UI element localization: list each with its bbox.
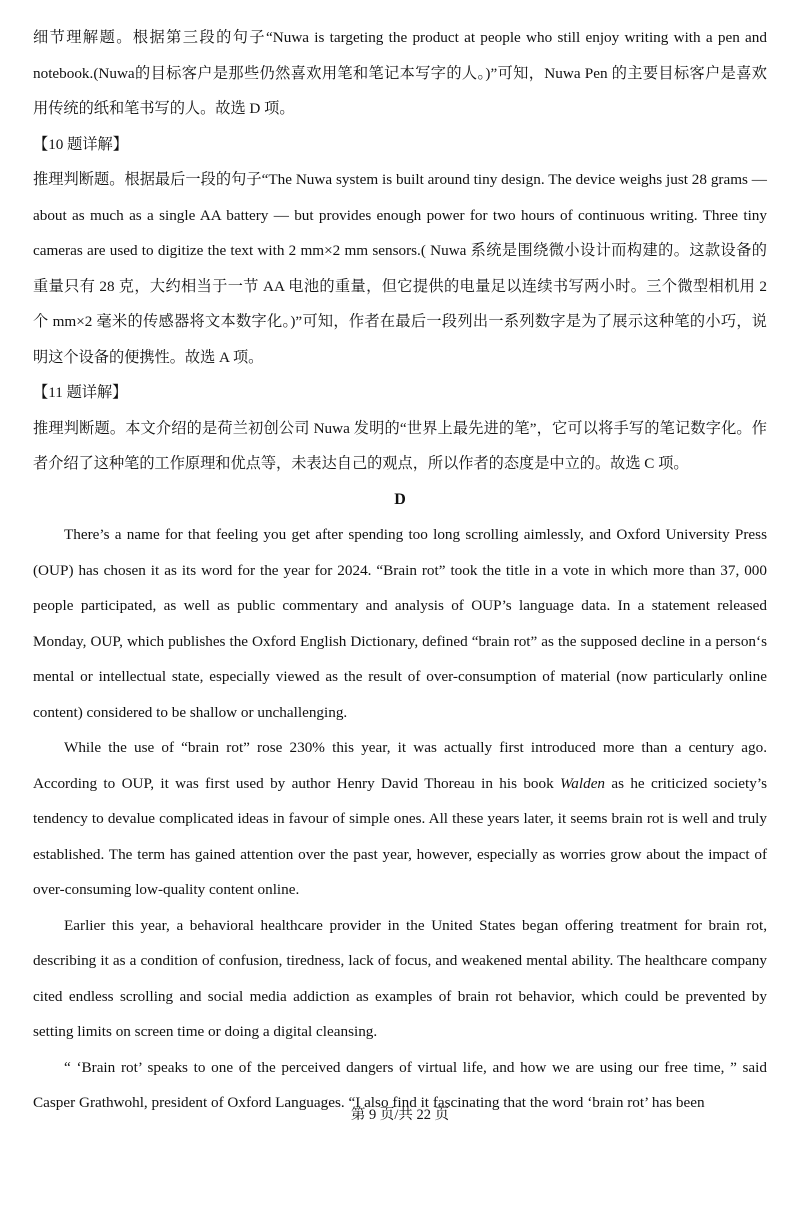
passage-d-paragraph-3: Earlier this year, a behavioral healthcare provider in the United States began offering treatment for brain rot, describing it as a condition of confusion, tiredness, lack of focus, and weakened mental ability. The healthcare company cited endless scrolling and social media addiction as examples of brain rot behavior, which could be prevented by setting limits on screen time or doing a digital cleansing.	[33, 916, 767, 1040]
section-d-title: D	[394, 490, 406, 508]
q11-heading: 【11 题详解】	[33, 384, 128, 401]
page-number-footer: 第 9 页/共 22 页	[350, 1107, 450, 1123]
passage-d-paragraph-2	[33, 730, 767, 908]
paragraph-2-text-b: as he criticized society’s tendency to devalue complicated ideas in favour of simple ones. All these years later, it seems brain rot is well and truly established. The term has gained attention over the past year, however, especially as worries grow about the impact of over-consuming low-quality content online.	[33, 774, 767, 898]
passage-d-paragraph-4: “ ‘Brain rot’ speaks to one of the perceived dangers of virtual life, and how we are using our free time, ” said Casper Grathwohl, president of Oxford Languages. “I also find it fascinating that the word ‘brain rot’ has been	[33, 1058, 767, 1111]
q9-explanation-tail: 细节理解题。根据第三段的句子“Nuwa is targeting the product at people who still enjoy writing with a pen and notebook.(Nuwa的目标客户是那些仍然喜欢用笔和笔记本写字的人。)”可知，Nuwa Pen 的主要目标客户是喜欢用传统的纸和笔书写的人。故选 D 项。	[33, 29, 767, 117]
book-title-walden: Walden	[560, 774, 606, 792]
q11-explanation: 推理判断题。本文介绍的是荷兰初创公司 Nuwa 发明的“世界上最先进的笔”，它可以将手写的笔记数字化。作者介绍了这种笔的工作原理和优点等，未表达自己的观点，所以作者的态度是中立的。故选 C 项。	[33, 419, 767, 472]
q10-heading: 【10 题详解】	[33, 135, 128, 153]
q10-explanation: 推理判断题。根据最后一段的句子“The Nuwa system is built around tiny design. The device weighs just 28 grams — about as much as a single AA battery — but provides enough power for two hours of continuous writing. Three tiny cameras are used to digitize the text with 2 mm×2 mm sensors.( Nuwa 系统是围绕微小设计而构建的。这款设备的重量只有 28 克，大约相当于一节 AA 电池的重量，但它提供的电量足以连续书写两小时。三个微型相机用 2 个 mm×2 毫米的传感器将文本数字化。)”可知，作者在最后一段列出一系列数字是为了展示这种笔的小巧，说明这个设备的便携性。故选 A 项。	[33, 171, 767, 366]
passage-d-paragraph-1: There’s a name for that feeling you get after spending too long scrolling aimlessly, and Oxford University Press (OUP) has chosen it as its word for the year for 2024. “Brain rot” took the title in a vote in which more than 37, 000 people participated, as well as public commentary and analysis of OUP’s language data. In a statement released Monday, OUP, which publishes the Oxford English Dictionary, defined “brain rot” as the supposed decline in a person‘s mental or intellectual state, especially viewed as the result of over-consumption of material (now particularly online content) considered to be shallow or unchallenging.	[33, 526, 767, 721]
paragraph-2-text-a: While the use of “brain rot” rose 230% this year, it was actually first introduced more than a century ago. According to OUP, it was first used by author Henry David Thoreau in his book	[33, 739, 767, 792]
